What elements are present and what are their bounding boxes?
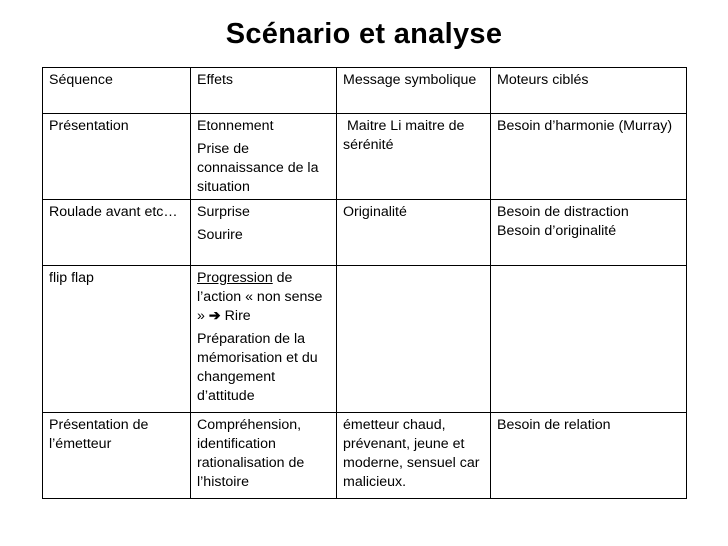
cell-effets: Compréhension, identification rationalisation de l’histoire [191, 413, 337, 499]
cell-effets [191, 200, 337, 266]
effet-text-rest: de l’action « non sense » [197, 270, 323, 324]
header-cell-message: Message symbolique [337, 68, 491, 114]
table-row [43, 200, 687, 266]
cell-sequence: Roulade avant etc… [43, 200, 191, 266]
moteur-text: Besoin de distraction [497, 204, 629, 220]
table-row [43, 266, 687, 413]
arrow-right-icon: ➔ [208, 308, 221, 324]
effet-text [197, 269, 330, 326]
effet-text: Etonnement [197, 118, 274, 134]
cell-sequence: Présentation de l’émetteur [43, 413, 191, 499]
effet-text: Sourire [197, 227, 243, 243]
header-cell-effets: Effets [191, 68, 337, 114]
cell-moteurs [491, 200, 687, 266]
cell-effets [191, 114, 337, 200]
cell-moteurs [491, 266, 687, 413]
effet-text-after-arrow: Rire [220, 308, 251, 324]
moteur-text: Besoin d’originalité [497, 223, 617, 239]
header-cell-moteurs: Moteurs ciblés [491, 68, 687, 114]
effet-text: Préparation de la mémorisation et du changement d’attitude [197, 331, 318, 404]
effet-text: Prise de connaissance de la situation [197, 141, 319, 195]
scenario-table [42, 67, 687, 499]
cell-message: émetteur chaud, prévenant, jeune et moderne, sensuel car malicieux. [337, 413, 491, 499]
cell-message [337, 266, 491, 413]
header-cell-sequence: Séquence [43, 68, 191, 114]
effet-text: Surprise [197, 204, 250, 220]
page-title: Scénario et analyse [225, 18, 503, 50]
table-header-row [43, 68, 687, 114]
cell-moteurs: Besoin de relation [491, 413, 687, 499]
cell-sequence: flip flap [43, 266, 191, 413]
cell-message: Originalité [337, 200, 491, 266]
cell-moteurs: Besoin d’harmonie (Murray) [491, 114, 687, 200]
progression-link-text: Progression [197, 270, 273, 286]
table-row [43, 413, 687, 499]
cell-effets [191, 266, 337, 413]
cell-sequence: Présentation [43, 114, 191, 200]
cell-message: Maitre Li maitre de sérénité [337, 114, 491, 200]
table-row [43, 114, 687, 200]
